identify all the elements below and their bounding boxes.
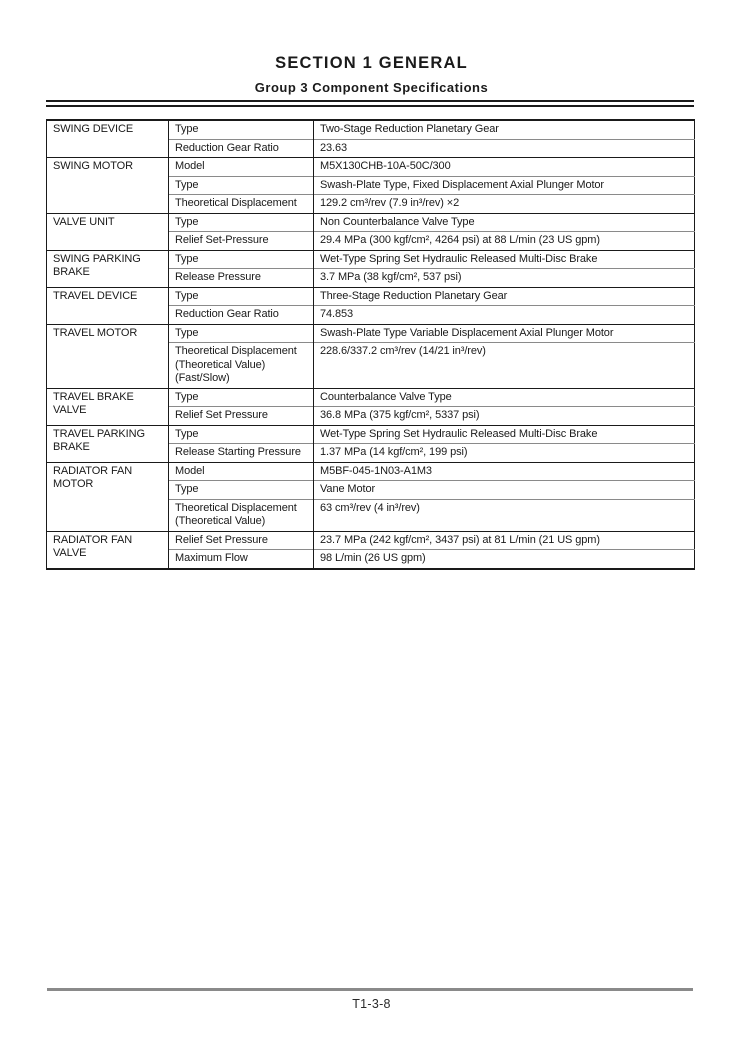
component-name-cell: SWING DEVICE <box>47 120 169 158</box>
spec-item-cell: Release Pressure <box>169 269 314 288</box>
spec-value-cell: 228.6/337.2 cm³/rev (14/21 in³/rev) <box>314 343 695 389</box>
spec-value-cell: 63 cm³/rev (4 in³/rev) <box>314 499 695 531</box>
spec-row <box>47 287 695 306</box>
spec-item-cell: Reduction Gear Ratio <box>169 139 314 158</box>
page-number: T1-3-8 <box>352 997 391 1011</box>
spec-item-cell: Model <box>169 158 314 177</box>
spec-item-cell: Type <box>169 481 314 500</box>
component-name-cell: RADIATOR FAN MOTOR <box>47 462 169 531</box>
spec-item-cell: Type <box>169 287 314 306</box>
spec-item-cell: Relief Set Pressure <box>169 407 314 426</box>
spec-value-cell: 23.63 <box>314 139 695 158</box>
group-title: Group 3 Component Specifications <box>254 80 489 95</box>
spec-item-cell: Type <box>169 120 314 139</box>
spec-row <box>47 250 695 269</box>
spec-value-cell: 23.7 MPa (242 kgf/cm², 3437 psi) at 81 L/min (21 US gpm) <box>314 531 695 550</box>
spec-row <box>47 462 695 481</box>
spec-value-cell: Two-Stage Reduction Planetary Gear <box>314 120 695 139</box>
spec-item-cell: Type <box>169 388 314 407</box>
spec-item-cell: Type <box>169 425 314 444</box>
component-name-cell: RADIATOR FAN VALVE <box>47 531 169 569</box>
spec-row <box>47 324 695 343</box>
spec-value-cell: Wet-Type Spring Set Hydraulic Released Multi-Disc Brake <box>314 425 695 444</box>
spec-value-cell: 29.4 MPa (300 kgf/cm², 4264 psi) at 88 L/min (23 US gpm) <box>314 232 695 251</box>
spec-item-cell: Relief Set-Pressure <box>169 232 314 251</box>
spec-value-cell: Wet-Type Spring Set Hydraulic Released Multi-Disc Brake <box>314 250 695 269</box>
spec-value-cell: Swash-Plate Type, Fixed Displacement Axial Plunger Motor <box>314 176 695 195</box>
spec-item-cell: Type <box>169 213 314 232</box>
spec-item-cell: Theoretical Displacement (Theoretical Value) (Fast/Slow) <box>169 343 314 389</box>
spec-item-cell: Type <box>169 324 314 343</box>
spec-row <box>47 425 695 444</box>
component-name-cell: VALVE UNIT <box>47 213 169 250</box>
spec-value-cell: 1.37 MPa (14 kgf/cm², 199 psi) <box>314 444 695 463</box>
spec-value-cell: 36.8 MPa (375 kgf/cm², 5337 psi) <box>314 407 695 426</box>
component-name-cell: TRAVEL PARKING BRAKE <box>47 425 169 462</box>
spec-item-cell: Type <box>169 176 314 195</box>
spec-value-cell: 98 L/min (26 US gpm) <box>314 550 695 569</box>
component-name-cell: SWING PARKING BRAKE <box>47 250 169 287</box>
spec-item-cell: Release Starting Pressure <box>169 444 314 463</box>
component-name-cell: SWING MOTOR <box>47 158 169 214</box>
component-name-cell: TRAVEL BRAKE VALVE <box>47 388 169 425</box>
spec-value-cell: Vane Motor <box>314 481 695 500</box>
spec-value-cell: M5X130CHB-10A-50C/300 <box>314 158 695 177</box>
spec-value-cell: Counterbalance Valve Type <box>314 388 695 407</box>
spec-item-cell: Theoretical Displacement (Theoretical Value) <box>169 499 314 531</box>
spec-item-cell: Reduction Gear Ratio <box>169 306 314 325</box>
spec-row <box>47 213 695 232</box>
spec-row <box>47 120 695 139</box>
header-divider-double-rule <box>46 100 694 107</box>
component-spec-table <box>46 119 695 570</box>
spec-item-cell: Relief Set Pressure <box>169 531 314 550</box>
spec-value-cell: M5BF-045-1N03-A1M3 <box>314 462 695 481</box>
spec-row <box>47 158 695 177</box>
spec-value-cell: 129.2 cm³/rev (7.9 in³/rev) ×2 <box>314 195 695 214</box>
spec-item-cell: Theoretical Displacement <box>169 195 314 214</box>
section-title: SECTION 1 GENERAL <box>275 54 468 72</box>
spec-value-cell: Non Counterbalance Valve Type <box>314 213 695 232</box>
spec-value-cell: 3.7 MPa (38 kgf/cm², 537 psi) <box>314 269 695 288</box>
spec-value-cell: Three-Stage Reduction Planetary Gear <box>314 287 695 306</box>
spec-value-cell: Swash-Plate Type Variable Displacement Axial Plunger Motor <box>314 324 695 343</box>
footer-divider <box>47 988 693 991</box>
spec-item-cell: Type <box>169 250 314 269</box>
spec-value-cell: 74.853 <box>314 306 695 325</box>
component-name-cell: TRAVEL MOTOR <box>47 324 169 388</box>
spec-row <box>47 388 695 407</box>
spec-row <box>47 531 695 550</box>
spec-item-cell: Model <box>169 462 314 481</box>
component-name-cell: TRAVEL DEVICE <box>47 287 169 324</box>
spec-item-cell: Maximum Flow <box>169 550 314 569</box>
